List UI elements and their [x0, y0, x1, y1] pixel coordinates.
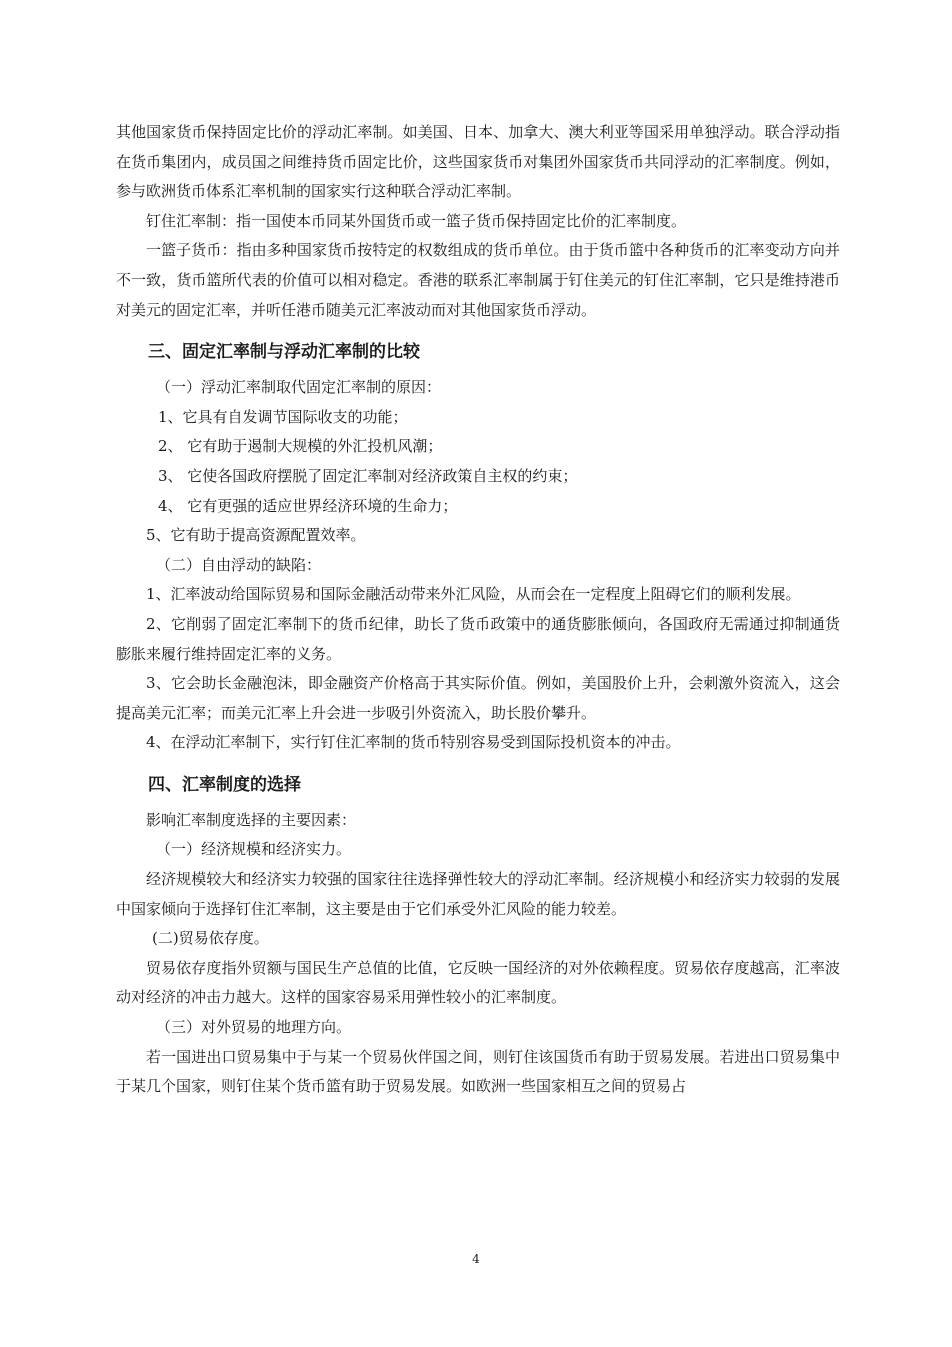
paragraph-floating-definition: 其他国家货币保持固定比价的浮动汇率制。如美国、日本、加拿大、澳大利亚等国采用单独浮动。联合浮动指在货币集团内，成员国之间维持货币固定比价，这些国家货币对集团外国家货币共同浮动的汇率制度。例如，参与欧洲货币体系汇率机制的国家实行这种联合浮动汇率制。	[116, 123, 840, 201]
section-3-heading: 三、固定汇率制与浮动汇率制的比较	[148, 342, 420, 363]
factors-intro: 影响汇率制度选择的主要因素：	[146, 810, 357, 829]
factor-1-text: 经济规模较大和经济实力较强的国家往往选择弹性较大的浮动汇率制。经济规模小和经济实力较弱的发展中国家倾向于选择钉住汇率制，这主要是由于它们承受外汇风险的能力较差。	[116, 870, 840, 918]
factor-3-text: 若一国进出口贸易集中于与某一个贸易伙伴国之间，则钉住该国货币有助于贸易发展。若进出口贸易集中于某几个国家，则钉住某个货币篮有助于贸易发展。如欧洲一些国家相互之间的贸易占	[116, 1047, 840, 1096]
factor-3-title: （三）对外贸易的地理方向。	[156, 1018, 352, 1037]
paragraph-peg-definition: 钉住汇率制：指一国使本币同某外国货币或一篮子货币保持固定比价的汇率制度。	[146, 211, 687, 230]
defect-item: 3、它会助长金融泡沫，即金融资产价格高于其实际价值。例如，美国股价上升，会刺激外资流入，这会提高美元汇率；而美元汇率上升会进一步吸引外资流入，助长股价攀升。	[116, 674, 840, 722]
factor-1-title: （一）经济规模和经济实力。	[156, 840, 352, 859]
subsection-reasons-title: （一）浮动汇率制取代固定汇率制的原因：	[156, 378, 442, 397]
defect-item: 4、在浮动汇率制下，实行钉住汇率制的货币特别容易受到国际投机资本的冲击。	[146, 733, 681, 752]
defect-item: 1、汇率波动给国际贸易和国际金融活动带来外汇风险，从而会在一定程度上阻碍它们的顺利发展。	[146, 585, 801, 604]
reason-item: 1、它具有自发调节国际收支的功能；	[158, 407, 408, 426]
factor-2-text: 贸易依存度指外贸额与国民生产总值的比值，它反映一国经济的对外依赖程度。贸易依存度越高，汇率波动对经济的冲击力越大。这样的国家容易采用弹性较小的汇率制度。	[116, 958, 840, 1007]
subsection-defects-title: （二）自由浮动的缺陷：	[156, 555, 322, 574]
page-number: 4	[472, 1252, 480, 1266]
section-4-heading: 四、汇率制度的选择	[148, 774, 301, 795]
paragraph-basket-definition: 一篮子货币：指由多种国家货币按特定的权数组成的货币单位。由于货币篮中各种货币的汇率变动方向并不一致，货币篮所代表的价值可以相对稳定。香港的联系汇率制属于钉住美元的钉住汇率制，它只是维持港币对美元的固定汇率，并听任港币随美元汇率波动而对其他国家货币浮动。	[116, 241, 840, 319]
reason-item: 3、 它使各国政府摆脱了固定汇率制对经济政策自主权的约束；	[158, 466, 578, 485]
reason-item: 2、 它有助于遏制大规模的外汇投机风潮；	[158, 437, 443, 456]
page-body	[116, 118, 840, 1102]
factor-2-title: (二)贸易依存度。	[152, 929, 269, 948]
defect-item: 2、它削弱了固定汇率制下的货币纪律，助长了货币政策中的通货膨胀倾向，各国政府无需通过抑制通货膨胀来履行维持固定汇率的义务。	[116, 614, 840, 663]
reason-item: 5、它有助于提高资源配置效率。	[146, 526, 366, 545]
reason-item: 4、 它有更强的适应世界经济环境的生命力；	[158, 496, 458, 515]
